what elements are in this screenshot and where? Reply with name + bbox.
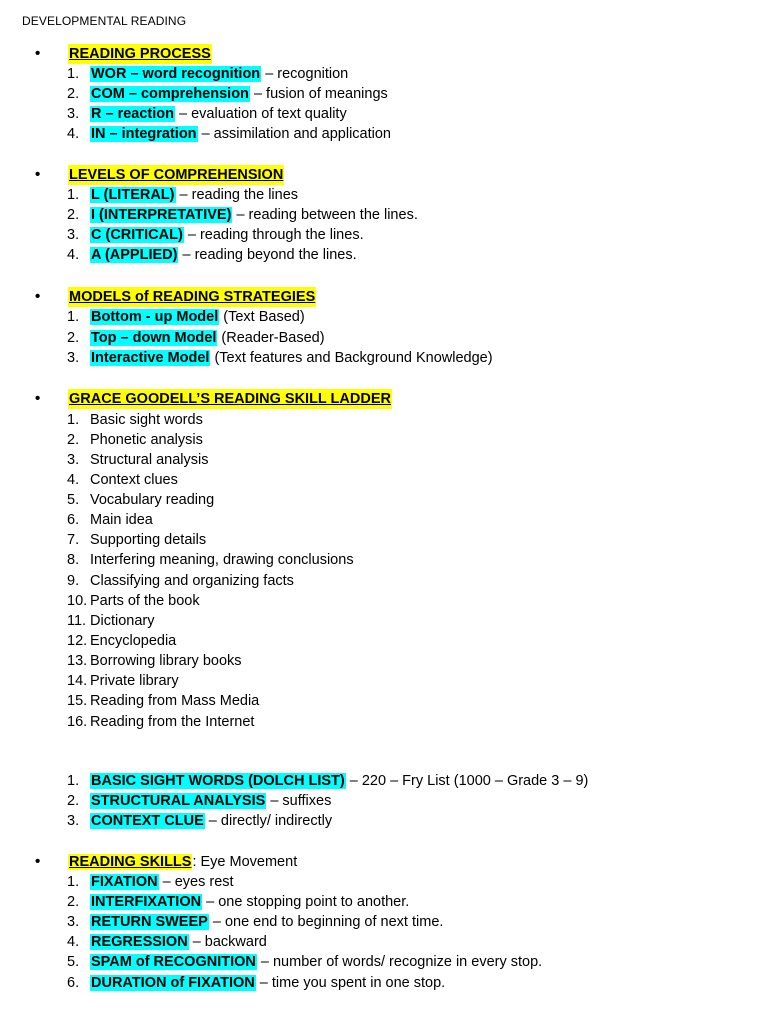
item-number: 1. [67, 309, 80, 325]
item-rest: – directly/ indirectly [204, 813, 333, 829]
document-title: DEVELOPMENTAL READING [22, 14, 187, 28]
item-number: 2. [67, 330, 80, 346]
item-text [90, 64, 348, 84]
item-term: L (LITERAL) [91, 187, 175, 203]
item-text [90, 892, 409, 912]
item-rest: – one stopping point to another. [202, 894, 410, 910]
item-number: 2. [67, 432, 80, 448]
section-heading-wrap [68, 852, 297, 872]
item-number: 6. [67, 512, 80, 528]
item-text: Reading from Mass Media [90, 693, 260, 709]
item-rest: – evaluation of text quality [175, 106, 347, 122]
bullet-icon: • [35, 166, 41, 183]
item-number: 3. [67, 452, 80, 468]
item-text: Parts of the book [90, 593, 200, 609]
item-number: 1. [67, 66, 80, 82]
item-text [90, 912, 443, 932]
section-heading: LEVELS OF COMPREHENSION [69, 167, 284, 183]
section-heading-suffix: : Eye Movement [192, 854, 298, 870]
item-text: Reading from the Internet [90, 714, 255, 730]
item-rest: – recognition [261, 66, 349, 82]
item-number: 9. [67, 573, 80, 589]
item-number: 4. [67, 934, 80, 950]
item-term: Interactive Model [91, 350, 210, 366]
item-number: 13. [67, 653, 88, 669]
item-text: Private library [90, 673, 179, 689]
bullet-icon: • [35, 45, 41, 62]
item-term: C (CRITICAL) [91, 227, 183, 243]
item-text: Phonetic analysis [90, 432, 203, 448]
item-number: 1. [67, 773, 80, 789]
item-number: 1. [67, 187, 80, 203]
item-text: Basic sight words [90, 412, 203, 428]
item-text: Context clues [90, 472, 178, 488]
item-rest: (Text Based) [219, 309, 305, 325]
item-number: 7. [67, 532, 80, 548]
item-number: 15. [67, 693, 88, 709]
item-term: REGRESSION [91, 934, 188, 950]
item-text: Supporting details [90, 532, 207, 548]
item-rest: – assimilation and application [197, 126, 391, 142]
section-heading: MODELS of READING STRATEGIES [69, 289, 316, 305]
item-number: 1. [67, 412, 80, 428]
section-heading: GRACE GOODELL’S READING SKILL LADDER [69, 391, 391, 407]
item-term: WOR – word recognition [91, 66, 261, 82]
item-text [90, 124, 391, 144]
item-text [90, 932, 267, 952]
item-term: FIXATION [91, 874, 158, 890]
item-number: 2. [67, 207, 80, 223]
item-rest: – reading beyond the lines. [178, 247, 357, 263]
item-term: BASIC SIGHT WORDS (DOLCH LIST) [91, 773, 345, 789]
item-text: Structural analysis [90, 452, 209, 468]
item-number: 10. [67, 593, 88, 609]
item-text [90, 104, 347, 124]
item-text [90, 791, 331, 811]
item-text [90, 84, 388, 104]
item-text [90, 205, 418, 225]
item-number: 6. [67, 975, 80, 991]
item-text [90, 952, 542, 972]
item-term: INTERFIXATION [91, 894, 202, 910]
section-heading: READING SKILLS [69, 854, 192, 870]
item-text [90, 771, 588, 791]
item-term: Bottom - up Model [91, 309, 219, 325]
item-number: 2. [67, 894, 80, 910]
item-rest: – backward [188, 934, 267, 950]
item-number: 3. [67, 350, 80, 366]
section-heading: READING PROCESS [69, 46, 211, 62]
item-text: Main idea [90, 512, 153, 528]
item-rest: – 220 – Fry List (1000 – Grade 3 – 9) [345, 773, 589, 789]
item-term: I (INTERPRETATIVE) [91, 207, 232, 223]
item-rest: – eyes rest [158, 874, 234, 890]
item-text [90, 811, 332, 831]
item-term: R – reaction [91, 106, 174, 122]
item-text [90, 185, 298, 205]
item-term: A (APPLIED) [91, 247, 178, 263]
item-term: IN – integration [91, 126, 197, 142]
item-text: Borrowing library books [90, 653, 242, 669]
item-text: Encyclopedia [90, 633, 177, 649]
item-number: 3. [67, 106, 80, 122]
item-number: 8. [67, 552, 80, 568]
bullet-icon: • [35, 288, 41, 305]
item-text [90, 348, 493, 368]
item-number: 4. [67, 247, 80, 263]
item-text [90, 225, 364, 245]
item-text: Classifying and organizing facts [90, 573, 294, 589]
bullet-icon: • [35, 390, 41, 407]
item-number: 14. [67, 673, 88, 689]
item-text [90, 872, 234, 892]
item-text [90, 328, 325, 348]
item-number: 11. [67, 613, 87, 629]
item-rest: – reading the lines [175, 187, 299, 203]
item-term: Top – down Model [91, 330, 217, 346]
item-term: DURATION of FIXATION [91, 975, 255, 991]
item-rest: (Reader-Based) [217, 330, 325, 346]
item-term: STRUCTURAL ANALYSIS [91, 793, 266, 809]
item-term: COM – comprehension [91, 86, 249, 102]
item-text [90, 973, 445, 993]
item-number: 3. [67, 813, 80, 829]
item-number: 12. [67, 633, 88, 649]
item-rest: – time you spent in one stop. [255, 975, 446, 991]
item-number: 4. [67, 126, 80, 142]
bullet-icon: • [35, 853, 41, 870]
item-term: SPAM of RECOGNITION [91, 954, 256, 970]
item-text: Vocabulary reading [90, 492, 215, 508]
item-number: 1. [67, 874, 80, 890]
item-rest: – one end to beginning of next time. [208, 914, 444, 930]
item-rest: – fusion of meanings [249, 86, 388, 102]
item-rest: – reading between the lines. [232, 207, 418, 223]
item-rest: – suffixes [266, 793, 332, 809]
item-number: 4. [67, 472, 80, 488]
item-text [90, 307, 305, 327]
item-number: 2. [67, 86, 80, 102]
item-number: 3. [67, 227, 80, 243]
item-number: 16. [67, 714, 88, 730]
item-text: Dictionary [90, 613, 155, 629]
item-rest: – reading through the lines. [183, 227, 364, 243]
item-text: Interfering meaning, drawing conclusions [90, 552, 354, 568]
item-rest: (Text features and Background Knowledge) [210, 350, 493, 366]
item-term: CONTEXT CLUE [91, 813, 204, 829]
item-number: 5. [67, 954, 80, 970]
item-number: 5. [67, 492, 80, 508]
item-text [90, 245, 357, 265]
item-number: 2. [67, 793, 80, 809]
item-number: 3. [67, 914, 80, 930]
item-term: RETURN SWEEP [91, 914, 208, 930]
item-rest: – number of words/ recognize in every stop. [256, 954, 543, 970]
